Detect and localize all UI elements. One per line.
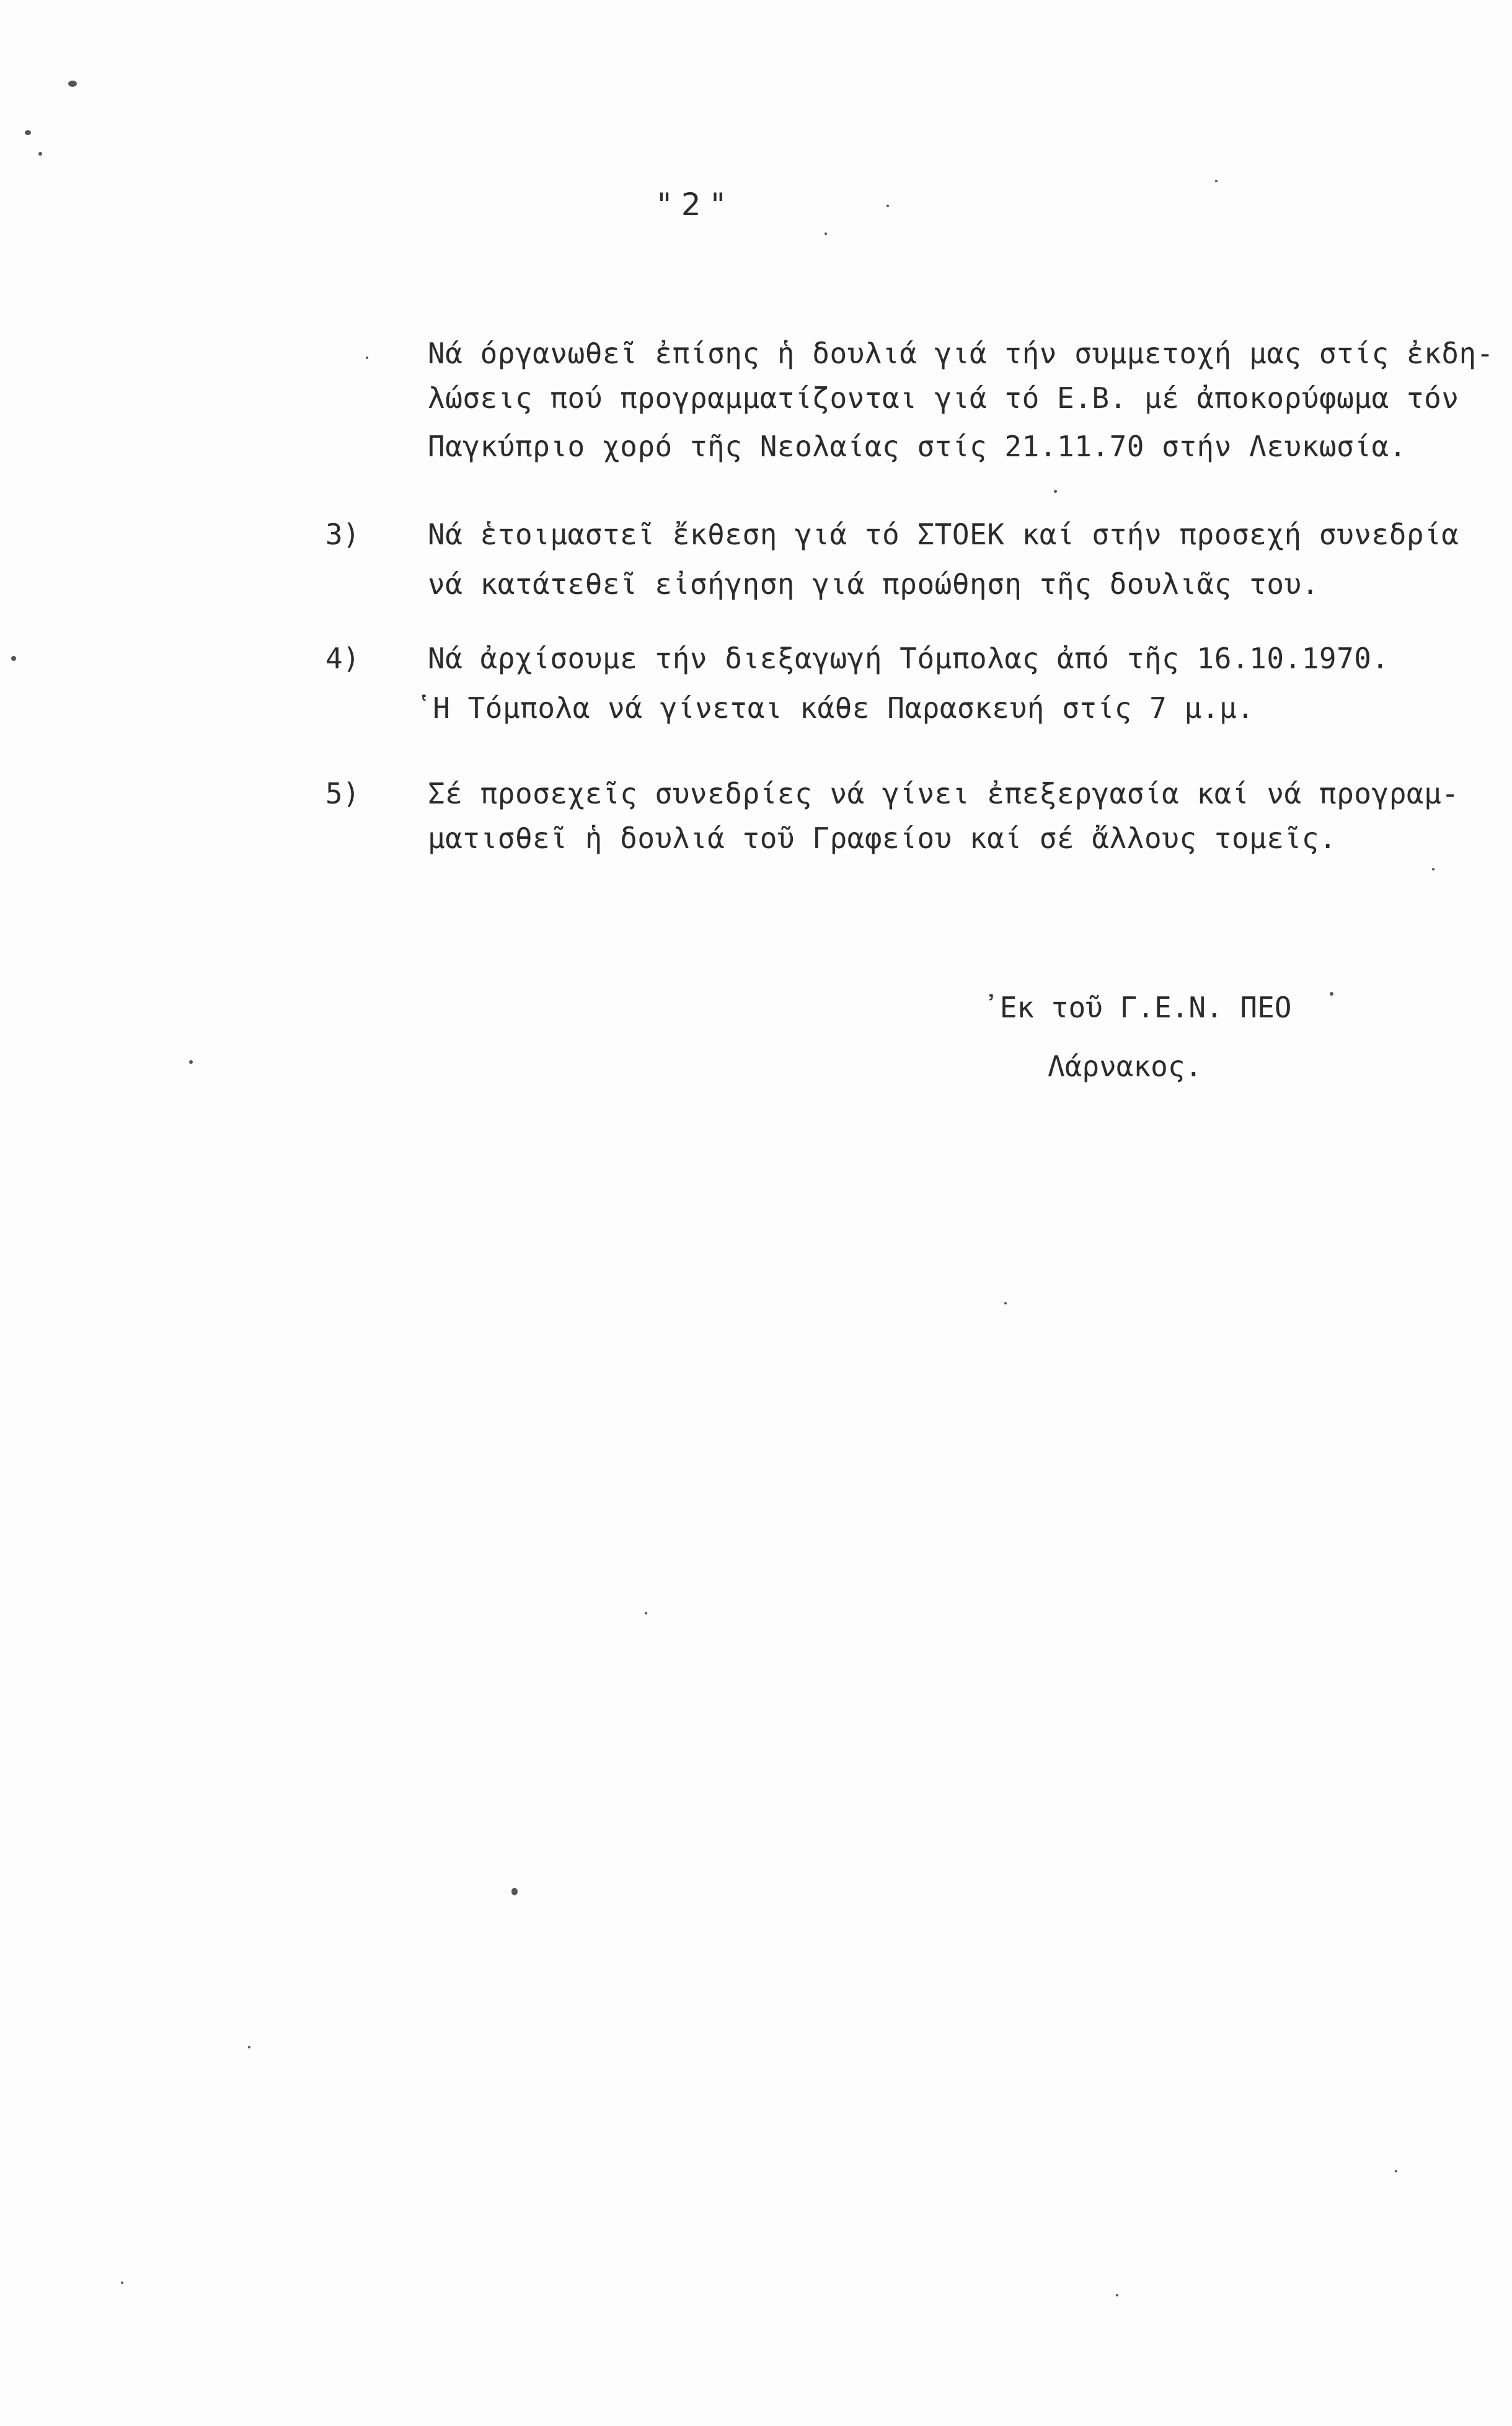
signature-line-1: ᾿Εκ τοῦ Γ.Ε.Ν. ΠΕΟ xyxy=(983,991,1292,1024)
item-line-1: Σέ προσεχεῖς συνεδρίες νά γίνει ἐπεξεργασία καί νά προγραμ- xyxy=(428,777,1459,810)
item-number: 5) xyxy=(325,777,360,810)
item-line-1: Νά ἑτοιμαστεῖ ἔκθεση γιά τό ΣΤΟΕΚ καί στήν προσεχή συνεδρία xyxy=(428,518,1459,551)
scan-speck xyxy=(11,656,16,661)
scan-speck xyxy=(366,356,368,359)
item-line-2: ῾Η Τόμπολα νά γίνεται κάθε Παρασκευή στίς 7 μ.μ. xyxy=(415,691,1255,725)
scan-speck xyxy=(886,205,889,207)
scan-speck xyxy=(1395,2170,1397,2172)
scan-speck xyxy=(38,152,42,156)
scan-speck xyxy=(68,81,77,87)
page-number: " 2 " xyxy=(657,187,725,223)
item-line-2: νά κατάτεθεῖ εἰσήγηση γιά προώθηση τῆς δουλιᾶς του. xyxy=(428,567,1319,601)
scan-speck xyxy=(1004,1302,1007,1304)
scan-speck xyxy=(1116,2294,1118,2296)
item-line-2: ματισθεῖ ἡ δουλιά τοῦ Γραφείου καί σέ ἄλλους τομεῖς. xyxy=(428,821,1337,855)
scan-speck xyxy=(645,1612,647,1614)
scan-speck xyxy=(1432,868,1435,870)
scan-speck xyxy=(25,130,31,135)
scan-speck xyxy=(511,1888,518,1895)
scan-speck xyxy=(121,2282,123,2284)
intro-line-2: λώσεις πού προγραμματίζονται γιά τό Ε.Β. μέ ἀποκορύφωμα τόν xyxy=(428,381,1459,415)
scan-speck xyxy=(1054,490,1057,493)
item-line-1: Νά ἀρχίσουμε τήν διεξαγωγή Τόμπολας ἀπό τῆς 16.10.1970. xyxy=(428,642,1389,675)
scan-speck xyxy=(1330,992,1333,996)
scan-speck xyxy=(189,1060,193,1064)
scan-speck xyxy=(1215,180,1218,182)
intro-line-3: Παγκύπριο χορό τῆς Νεολαίας στίς 21.11.70 στήν Λευκωσία. xyxy=(428,430,1407,463)
item-number: 3) xyxy=(325,518,360,551)
signature-line-2: Λάρνακος. xyxy=(1048,1050,1203,1083)
item-number: 4) xyxy=(325,642,360,675)
scan-speck xyxy=(825,232,827,235)
intro-line-1: Νά όργανωθεῖ ἐπίσης ἡ δουλιά γιά τήν συμμετοχή μας στίς ἐκδη- xyxy=(428,337,1494,370)
scan-speck xyxy=(248,2046,250,2048)
